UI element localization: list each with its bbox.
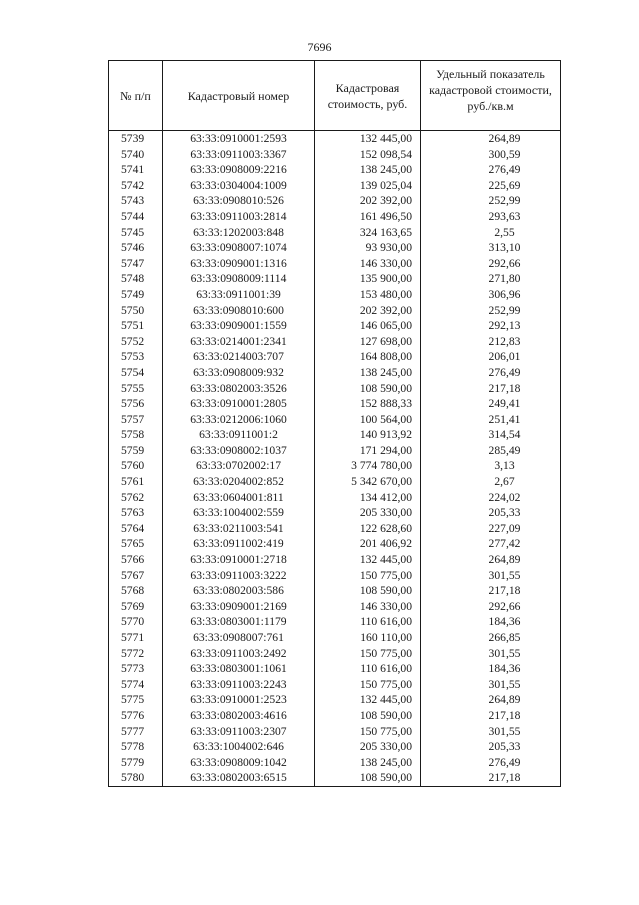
cadastral-value: 146 330,00: [315, 599, 421, 615]
cadastral-number: 63:33:0803001:1179: [163, 614, 315, 630]
specific-indicator: 184,36: [421, 661, 561, 677]
row-number: 5754: [109, 365, 163, 381]
row-number: 5742: [109, 178, 163, 194]
table-row: [109, 614, 561, 630]
specific-indicator: 276,49: [421, 755, 561, 771]
cadastral-number: 63:33:0911001:39: [163, 287, 315, 303]
row-number: 5761: [109, 474, 163, 490]
row-number: 5771: [109, 630, 163, 646]
cadastral-number: 63:33:0908009:1114: [163, 271, 315, 287]
cadastral-number: 63:33:0908007:1074: [163, 240, 315, 256]
cadastral-value: 100 564,00: [315, 412, 421, 428]
row-number: 5766: [109, 552, 163, 568]
cadastral-value-table: [108, 60, 561, 787]
cadastral-value: 205 330,00: [315, 739, 421, 755]
specific-indicator: 264,89: [421, 552, 561, 568]
cadastral-number: 63:33:0911003:3222: [163, 568, 315, 584]
cadastral-number: 63:33:0212006:1060: [163, 412, 315, 428]
cadastral-value: 5 342 670,00: [315, 474, 421, 490]
cadastral-value: 108 590,00: [315, 381, 421, 397]
cadastral-value: 146 330,00: [315, 256, 421, 272]
specific-indicator: 224,02: [421, 490, 561, 506]
table-row: [109, 458, 561, 474]
cadastral-value: 202 392,00: [315, 193, 421, 209]
cadastral-value: 171 294,00: [315, 443, 421, 459]
cadastral-value: 201 406,92: [315, 536, 421, 552]
table-row: [109, 193, 561, 209]
specific-indicator: 301,55: [421, 724, 561, 740]
table-row: [109, 443, 561, 459]
row-number: 5752: [109, 334, 163, 350]
cadastral-value: 153 480,00: [315, 287, 421, 303]
row-number: 5741: [109, 162, 163, 178]
cadastral-number: 63:33:0604001:811: [163, 490, 315, 506]
table-row: [109, 692, 561, 708]
specific-indicator: 266,85: [421, 630, 561, 646]
cadastral-number: 63:33:0211003:541: [163, 521, 315, 537]
row-number: 5747: [109, 256, 163, 272]
table-row: [109, 677, 561, 693]
specific-indicator: 227,09: [421, 521, 561, 537]
cadastral-value: 324 163,65: [315, 225, 421, 241]
cadastral-value: 140 913,92: [315, 427, 421, 443]
cadastral-value: 164 808,00: [315, 349, 421, 365]
cadastral-value: 93 930,00: [315, 240, 421, 256]
cadastral-value: 152 888,33: [315, 396, 421, 412]
row-number: 5777: [109, 724, 163, 740]
row-number: 5779: [109, 755, 163, 771]
cadastral-value: 150 775,00: [315, 724, 421, 740]
cadastral-number: 63:33:0802003:3526: [163, 381, 315, 397]
row-number: 5739: [109, 131, 163, 147]
row-number: 5772: [109, 646, 163, 662]
specific-indicator: 205,33: [421, 505, 561, 521]
table-row: [109, 521, 561, 537]
specific-indicator: 217,18: [421, 708, 561, 724]
table-row: [109, 256, 561, 272]
cadastral-value: 132 445,00: [315, 131, 421, 147]
table-row: [109, 552, 561, 568]
cadastral-value: 132 445,00: [315, 692, 421, 708]
specific-indicator: 300,59: [421, 147, 561, 163]
specific-indicator: 2,55: [421, 225, 561, 241]
specific-indicator: 3,13: [421, 458, 561, 474]
cadastral-value: 108 590,00: [315, 583, 421, 599]
table-row: [109, 396, 561, 412]
row-number: 5756: [109, 396, 163, 412]
table-row: [109, 568, 561, 584]
specific-indicator: 206,01: [421, 349, 561, 365]
specific-indicator: 301,55: [421, 677, 561, 693]
cadastral-value: 205 330,00: [315, 505, 421, 521]
specific-indicator: 184,36: [421, 614, 561, 630]
specific-indicator: 252,99: [421, 303, 561, 319]
row-number: 5769: [109, 599, 163, 615]
specific-indicator: 225,69: [421, 178, 561, 194]
cadastral-value: 122 628,60: [315, 521, 421, 537]
cadastral-value: 127 698,00: [315, 334, 421, 350]
table-row: [109, 474, 561, 490]
specific-indicator: 277,42: [421, 536, 561, 552]
cadastral-number: 63:33:0911002:419: [163, 536, 315, 552]
specific-indicator: 301,55: [421, 646, 561, 662]
cadastral-value: 152 098,54: [315, 147, 421, 163]
cadastral-number: 63:33:0214003:707: [163, 349, 315, 365]
cadastral-number: 63:33:0802003:6515: [163, 770, 315, 786]
cadastral-number: 63:33:0910001:2593: [163, 131, 315, 147]
header-row-number: № п/п: [109, 61, 163, 131]
table-row: [109, 412, 561, 428]
table-row: [109, 599, 561, 615]
specific-indicator: 251,41: [421, 412, 561, 428]
cadastral-number: 63:33:0802003:4616: [163, 708, 315, 724]
table-row: [109, 240, 561, 256]
cadastral-value: 150 775,00: [315, 646, 421, 662]
table-row: [109, 209, 561, 225]
table-row: [109, 646, 561, 662]
cadastral-number: 63:33:0911003:2492: [163, 646, 315, 662]
page-number: 7696: [307, 40, 332, 54]
cadastral-number: 63:33:0803001:1061: [163, 661, 315, 677]
table-row: [109, 490, 561, 506]
row-number: 5765: [109, 536, 163, 552]
row-number: 5744: [109, 209, 163, 225]
row-number: 5763: [109, 505, 163, 521]
row-number: 5767: [109, 568, 163, 584]
row-number: 5773: [109, 661, 163, 677]
table-row: [109, 505, 561, 521]
specific-indicator: 276,49: [421, 365, 561, 381]
cadastral-number: 63:33:0911003:3367: [163, 147, 315, 163]
specific-indicator: 264,89: [421, 692, 561, 708]
table-row: [109, 178, 561, 194]
cadastral-value: 150 775,00: [315, 677, 421, 693]
cadastral-value: 146 065,00: [315, 318, 421, 334]
specific-indicator: 285,49: [421, 443, 561, 459]
row-number: 5780: [109, 770, 163, 786]
table-row: [109, 318, 561, 334]
cadastral-value: 138 245,00: [315, 755, 421, 771]
table-row: [109, 365, 561, 381]
header-specific-indicator: Удельный показатель кадастровой стоимости, руб./кв.м: [421, 61, 561, 131]
specific-indicator: 252,99: [421, 193, 561, 209]
row-number: 5751: [109, 318, 163, 334]
cadastral-number: 63:33:0908009:2216: [163, 162, 315, 178]
cadastral-value: 108 590,00: [315, 708, 421, 724]
row-number: 5759: [109, 443, 163, 459]
cadastral-value: 150 775,00: [315, 568, 421, 584]
row-number: 5753: [109, 349, 163, 365]
table-row: [109, 225, 561, 241]
table-row: [109, 334, 561, 350]
specific-indicator: 205,33: [421, 739, 561, 755]
cadastral-value: 110 616,00: [315, 614, 421, 630]
table-row: [109, 755, 561, 771]
cadastral-number: 63:33:0802003:586: [163, 583, 315, 599]
table-body: [109, 131, 561, 787]
table-row: [109, 271, 561, 287]
header-cadastral-value: Кадастровая стоимость, руб.: [315, 61, 421, 131]
table-row: [109, 162, 561, 178]
row-number: 5775: [109, 692, 163, 708]
cadastral-value: 108 590,00: [315, 770, 421, 786]
specific-indicator: 292,66: [421, 256, 561, 272]
table-row: [109, 303, 561, 319]
cadastral-number: 63:33:0911003:2814: [163, 209, 315, 225]
row-number: 5764: [109, 521, 163, 537]
cadastral-number: 63:33:0304004:1009: [163, 178, 315, 194]
cadastral-value: 139 025,04: [315, 178, 421, 194]
specific-indicator: 217,18: [421, 381, 561, 397]
cadastral-number: 63:33:0908010:600: [163, 303, 315, 319]
table-row: [109, 630, 561, 646]
cadastral-value: 160 110,00: [315, 630, 421, 646]
table-row: [109, 536, 561, 552]
specific-indicator: 217,18: [421, 583, 561, 599]
cadastral-number: 63:33:0911003:2243: [163, 677, 315, 693]
row-number: 5745: [109, 225, 163, 241]
cadastral-number: 63:33:0911001:2: [163, 427, 315, 443]
cadastral-number: 63:33:0908002:1037: [163, 443, 315, 459]
cadastral-number: 63:33:0909001:1316: [163, 256, 315, 272]
cadastral-value: 202 392,00: [315, 303, 421, 319]
specific-indicator: 276,49: [421, 162, 561, 178]
header-cadastral-number: Кадастровый номер: [163, 61, 315, 131]
specific-indicator: 306,96: [421, 287, 561, 303]
specific-indicator: 293,63: [421, 209, 561, 225]
row-number: 5778: [109, 739, 163, 755]
cadastral-number: 63:33:0702002:17: [163, 458, 315, 474]
cadastral-number: 63:33:0908009:1042: [163, 755, 315, 771]
specific-indicator: 301,55: [421, 568, 561, 584]
row-number: 5743: [109, 193, 163, 209]
cadastral-value: 3 774 780,00: [315, 458, 421, 474]
row-number: 5760: [109, 458, 163, 474]
table-header-row: [109, 61, 561, 131]
specific-indicator: 292,66: [421, 599, 561, 615]
table-row: [109, 661, 561, 677]
cadastral-value: 161 496,50: [315, 209, 421, 225]
cadastral-value: 110 616,00: [315, 661, 421, 677]
row-number: 5774: [109, 677, 163, 693]
specific-indicator: 2,67: [421, 474, 561, 490]
row-number: 5776: [109, 708, 163, 724]
row-number: 5768: [109, 583, 163, 599]
table-row: [109, 427, 561, 443]
row-number: 5762: [109, 490, 163, 506]
cadastral-number: 63:33:0911003:2307: [163, 724, 315, 740]
specific-indicator: 249,41: [421, 396, 561, 412]
row-number: 5749: [109, 287, 163, 303]
row-number: 5758: [109, 427, 163, 443]
cadastral-number: 63:33:0909001:2169: [163, 599, 315, 615]
cadastral-value: 138 245,00: [315, 365, 421, 381]
table-row: [109, 724, 561, 740]
row-number: 5757: [109, 412, 163, 428]
table-row: [109, 708, 561, 724]
cadastral-number: 63:33:1202003:848: [163, 225, 315, 241]
table-row: [109, 381, 561, 397]
cadastral-value: 134 412,00: [315, 490, 421, 506]
cadastral-value: 135 900,00: [315, 271, 421, 287]
cadastral-number: 63:33:0910001:2805: [163, 396, 315, 412]
cadastral-number: 63:33:0204002:852: [163, 474, 315, 490]
row-number: 5770: [109, 614, 163, 630]
table-row: [109, 739, 561, 755]
specific-indicator: 314,54: [421, 427, 561, 443]
cadastral-number: 63:33:0910001:2523: [163, 692, 315, 708]
cadastral-number: 63:33:0214001:2341: [163, 334, 315, 350]
cadastral-number: 63:33:0910001:2718: [163, 552, 315, 568]
specific-indicator: 217,18: [421, 770, 561, 786]
table-row: [109, 131, 561, 147]
specific-indicator: 313,10: [421, 240, 561, 256]
cadastral-value: 138 245,00: [315, 162, 421, 178]
cadastral-number: 63:33:1004002:559: [163, 505, 315, 521]
row-number: 5746: [109, 240, 163, 256]
row-number: 5750: [109, 303, 163, 319]
specific-indicator: 212,83: [421, 334, 561, 350]
row-number: 5748: [109, 271, 163, 287]
row-number: 5755: [109, 381, 163, 397]
cadastral-number: 63:33:0908010:526: [163, 193, 315, 209]
specific-indicator: 292,13: [421, 318, 561, 334]
table-row: [109, 287, 561, 303]
cadastral-number: 63:33:0908007:761: [163, 630, 315, 646]
table-row: [109, 583, 561, 599]
cadastral-number: 63:33:1004002:646: [163, 739, 315, 755]
row-number: 5740: [109, 147, 163, 163]
specific-indicator: 264,89: [421, 131, 561, 147]
table-row: [109, 147, 561, 163]
cadastral-number: 63:33:0909001:1559: [163, 318, 315, 334]
table-row: [109, 770, 561, 786]
specific-indicator: 271,80: [421, 271, 561, 287]
table-row: [109, 349, 561, 365]
cadastral-value: 132 445,00: [315, 552, 421, 568]
cadastral-number: 63:33:0908009:932: [163, 365, 315, 381]
